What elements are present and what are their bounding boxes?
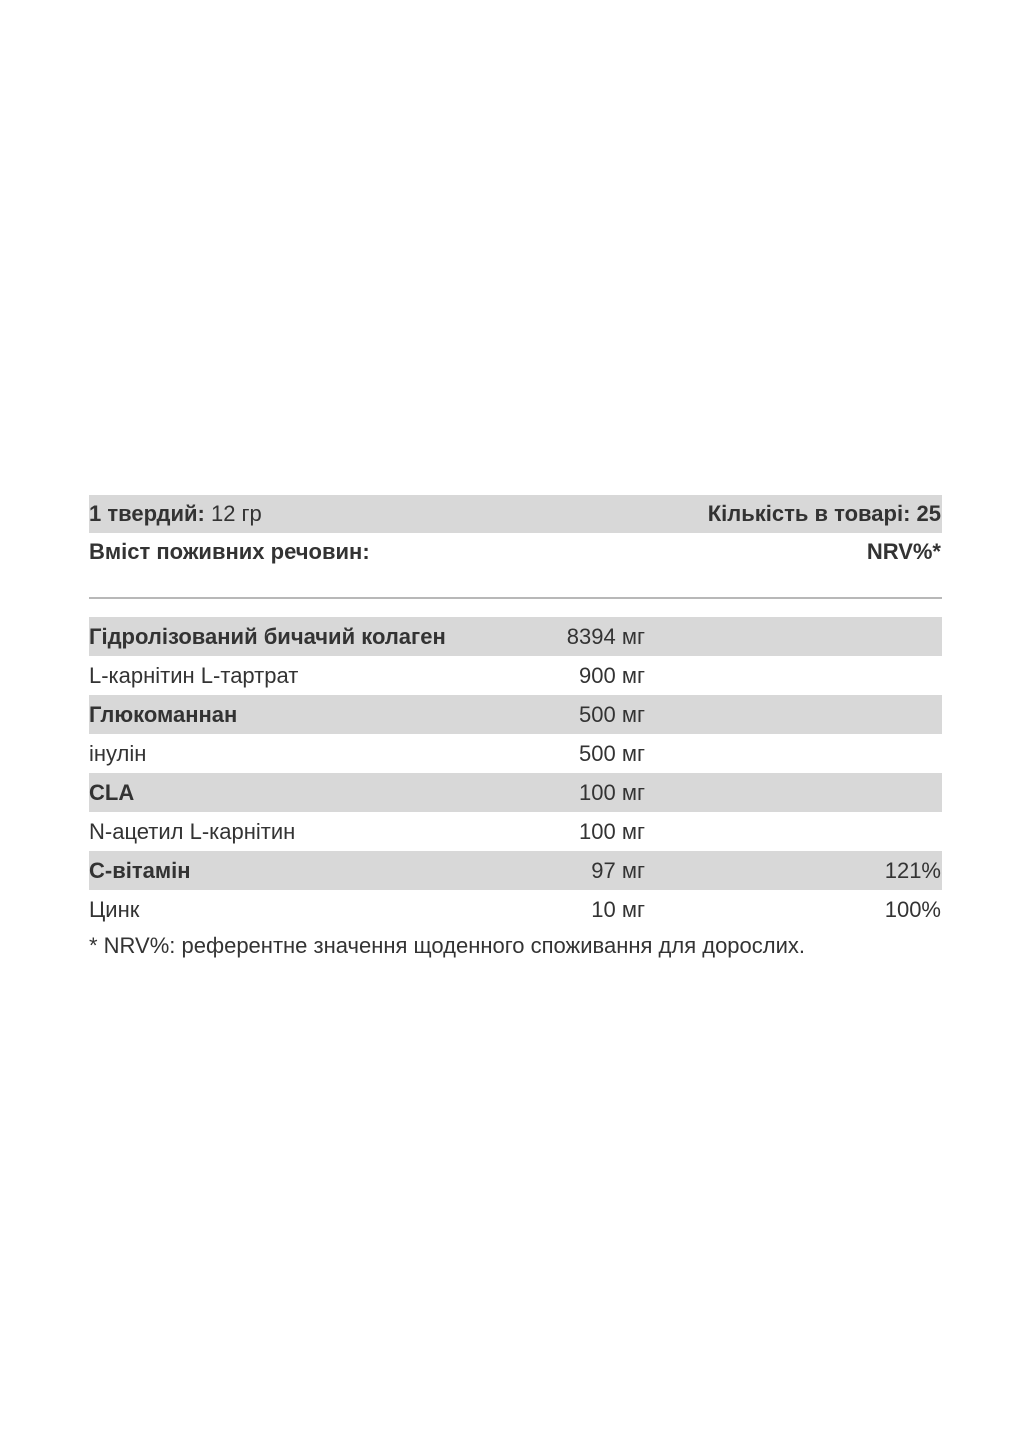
nutrient-name: CLA bbox=[89, 779, 135, 805]
nutrient-name: інулін bbox=[89, 740, 147, 766]
table-row bbox=[89, 812, 942, 851]
nutrient-amount: 97 мг bbox=[591, 857, 645, 883]
table-row bbox=[89, 734, 942, 773]
serving-value: 12 гр bbox=[210, 501, 262, 526]
nutrient-name: Гідролізований бичачий колаген bbox=[89, 623, 446, 649]
header-divider bbox=[89, 597, 942, 599]
serving-label: 1 твердий: bbox=[89, 501, 205, 526]
nrv-footnote: * NRV%: референтне значення щоденного споживання для дорослих. bbox=[89, 933, 806, 958]
nutrient-name: Глюкоманнан bbox=[89, 701, 238, 727]
serving-header-row bbox=[89, 495, 942, 533]
nutrient-amount: 500 мг bbox=[579, 740, 645, 766]
nutrient-amount: 100 мг bbox=[579, 818, 645, 844]
content-header-row bbox=[89, 533, 942, 571]
nutrient-amount: 100 мг bbox=[579, 779, 645, 805]
nrv-label: NRV%* bbox=[866, 539, 941, 564]
nutrient-nrv: 121% bbox=[884, 857, 941, 883]
table-row bbox=[89, 890, 942, 929]
table-row bbox=[89, 773, 942, 812]
table-row bbox=[89, 695, 942, 734]
nutrient-amount: 10 мг bbox=[591, 896, 645, 922]
nutrient-name: С-вітамін bbox=[89, 857, 191, 883]
nutrient-name: L-карнітин L-тартрат bbox=[89, 662, 299, 688]
table-row bbox=[89, 656, 942, 695]
content-label: Вміст поживних речовин: bbox=[89, 539, 370, 564]
nutrient-name: Цинк bbox=[89, 896, 140, 922]
nutrient-table bbox=[89, 617, 942, 929]
nutrient-nrv: 100% bbox=[884, 896, 941, 922]
nutrient-amount: 900 мг bbox=[579, 662, 645, 688]
nutrient-amount: 8394 мг bbox=[566, 623, 645, 649]
quantity-label: Кількість в товарі: 25 bbox=[707, 501, 941, 526]
nutrition-panel bbox=[89, 495, 942, 959]
table-row bbox=[89, 617, 942, 656]
nutrient-name: N-ацетил L-карнітин bbox=[89, 818, 296, 844]
serving-info bbox=[89, 501, 262, 527]
nutrient-amount: 500 мг bbox=[579, 701, 645, 727]
table-row bbox=[89, 851, 942, 890]
